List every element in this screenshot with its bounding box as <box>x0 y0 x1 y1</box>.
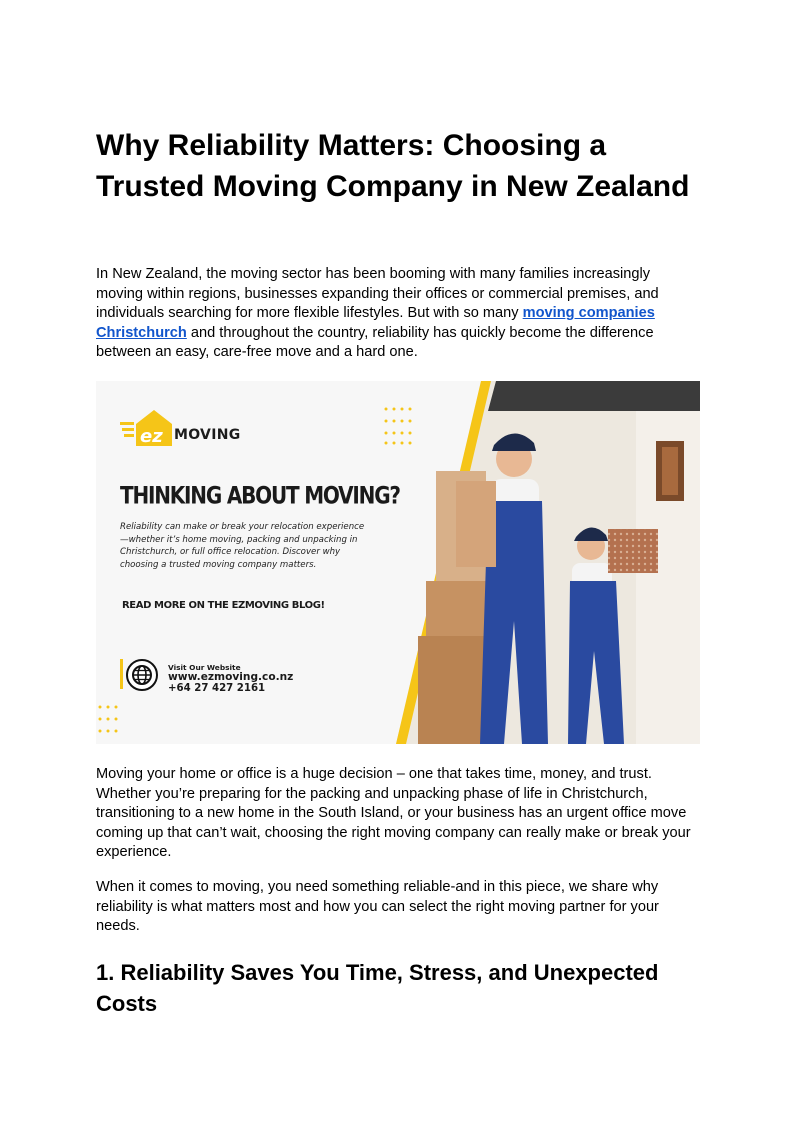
intro-text-end: and throughout the country, reliability has quickly become the difference between an easy, care-free move and a hard one. <box>96 324 654 361</box>
moving-companies-christchurch-link[interactable]: moving companies Christchurch <box>96 305 655 341</box>
logo-word: MOVING <box>174 427 241 443</box>
globe-icon <box>126 659 158 691</box>
ezmoving-banner-image <box>96 381 700 744</box>
phone-number: +64 27 427 2161 <box>168 683 266 694</box>
paragraph-2: Moving your home or office is a huge decision – one that takes time, money, and trust. Whether you’re preparing for the packing and unpacking phase of life in Christchurch, transitioning to a new home in the South Island, or your business has an urgent office move coming up that can’t wait, choosing the right moving company can really make or break your experience. <box>96 766 691 861</box>
banner-headline: THINKING ABOUT MOVING? <box>120 481 400 510</box>
contact-accent-bar <box>120 659 123 689</box>
intro-text-start: In New Zealand, the moving sector has been booming with many families increasingly moving within regions, businesses expanding their offices or commercial premises, and individuals searching for more flexible lifestyles. But with so many <box>96 266 659 322</box>
website-url: www.ezmoving.co.nz <box>168 671 294 683</box>
banner-body-text: Reliability can make or break your relocation experience—whether it’s home moving, packing and unpacking in Christchurch, or full office relocation. Discover why choosing a trusted moving company matters. <box>120 522 365 571</box>
logo-mark-text: ez <box>140 426 163 447</box>
visit-website-label: Visit Our Website <box>168 663 241 672</box>
banner-cta-text: READ MORE ON THE EZMOVING BLOG! <box>122 600 325 611</box>
intro-paragraph <box>96 265 700 363</box>
paragraph-3: When it comes to moving, you need something reliable-and in this piece, we share why reliability is what matters most and how you can select the right moving partner for your needs. <box>96 879 659 935</box>
article-title: Why Reliability Matters: Choosing a Trusted Moving Company in New Zealand <box>96 129 690 203</box>
section-1-heading: 1. Reliability Saves You Time, Stress, and Unexpected Costs <box>96 960 659 1016</box>
